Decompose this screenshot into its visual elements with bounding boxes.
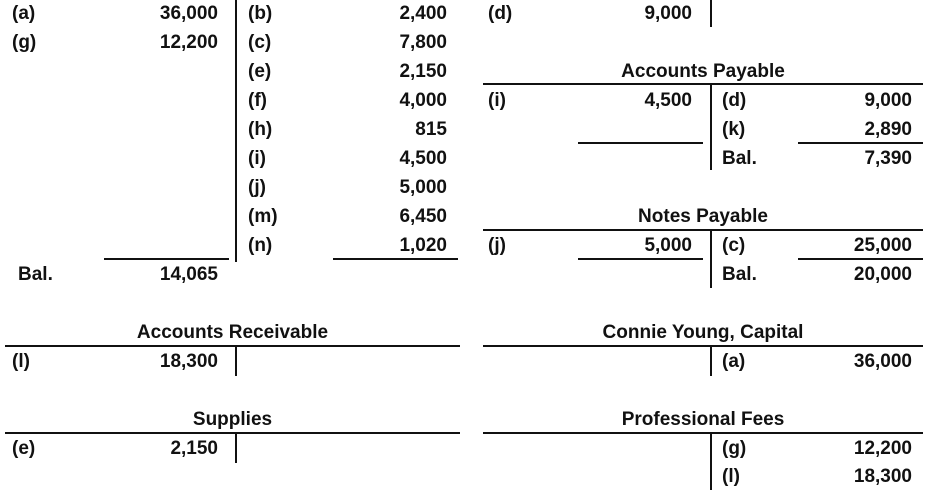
cash-credit-amount: 1,020	[399, 235, 447, 256]
partial-debit-ref: (d)	[488, 3, 513, 24]
cash-debit-ref: (a)	[12, 3, 36, 24]
capital-divider	[710, 347, 712, 376]
cash-credit-ref: (m)	[248, 206, 278, 227]
professional-fees-title: Professional Fees	[621, 409, 785, 430]
accounts-receivable-title: Accounts Receivable	[136, 322, 329, 343]
partial-debit-amount: 9,000	[644, 3, 692, 24]
accounts-payable-divider	[710, 85, 712, 170]
accounts-payable-credit-total-rule	[798, 142, 923, 144]
capital-credit-ref: (a)	[722, 351, 746, 372]
cash-credit-ref: (h)	[248, 119, 273, 140]
accounts-receivable-debit-amount: 18,300	[159, 351, 218, 372]
professional-fees-credit-amount: 18,300	[853, 466, 912, 487]
notes-payable-debit-total-rule	[578, 258, 703, 260]
accounts-payable-balance-label: Bal.	[722, 148, 757, 169]
cash-credit-ref: (c)	[248, 32, 272, 53]
cash-credit-ref: (i)	[248, 148, 266, 169]
supplies-debit-amount: 2,150	[170, 438, 218, 459]
notes-payable-balance-amount: 20,000	[853, 264, 912, 285]
professional-fees-credit-ref: (l)	[722, 466, 740, 487]
accounts-payable-debit-total-rule	[578, 142, 703, 144]
supplies-divider	[235, 434, 237, 463]
cash-debit-ref: (g)	[12, 32, 37, 53]
capital-top-rule	[483, 345, 923, 347]
cash-credit-ref: (j)	[248, 177, 266, 198]
cash-credit-amount: 4,500	[399, 148, 447, 169]
notes-payable-balance-label: Bal.	[722, 264, 757, 285]
professional-fees-divider	[710, 434, 712, 490]
cash-credit-amount: 2,150	[399, 61, 447, 82]
accounts-payable-credit-ref: (k)	[722, 119, 746, 140]
professional-fees-top-rule	[483, 432, 923, 434]
cash-credit-amount: 6,450	[399, 206, 447, 227]
cash-credit-amount: 5,000	[399, 177, 447, 198]
notes-payable-debit-amount: 5,000	[644, 235, 692, 256]
notes-payable-credit-ref: (c)	[722, 235, 746, 256]
accounts-payable-credit-amount: 2,890	[864, 119, 912, 140]
notes-payable-title: Notes Payable	[638, 206, 768, 227]
accounts-receivable-debit-ref: (l)	[12, 351, 30, 372]
cash-credit-ref: (e)	[248, 61, 272, 82]
supplies-title: Supplies	[192, 409, 273, 430]
capital-title: Connie Young, Capital	[602, 322, 804, 343]
cash-credit-amount: 4,000	[399, 90, 447, 111]
notes-payable-debit-ref: (j)	[488, 235, 506, 256]
accounts-payable-title: Accounts Payable	[621, 61, 785, 82]
cash-credit-total-rule	[333, 258, 458, 260]
accounts-payable-credit-amount: 9,000	[864, 90, 912, 111]
partial-divider	[710, 0, 712, 27]
accounts-payable-top-rule	[483, 83, 923, 85]
supplies-top-rule	[5, 432, 460, 434]
cash-divider	[235, 0, 237, 262]
accounts-payable-balance-amount: 7,390	[864, 148, 912, 169]
cash-balance-label: Bal.	[18, 264, 53, 285]
notes-payable-top-rule	[483, 229, 923, 231]
notes-payable-divider	[710, 231, 712, 288]
cash-credit-ref: (b)	[248, 3, 273, 24]
supplies-debit-ref: (e)	[12, 438, 36, 459]
accounts-receivable-divider	[235, 347, 237, 376]
cash-debit-amount: 12,200	[159, 32, 218, 53]
cash-balance-amount: 14,065	[159, 264, 218, 285]
professional-fees-credit-ref: (g)	[722, 438, 747, 459]
cash-credit-amount: 815	[415, 119, 447, 140]
accounts-payable-credit-ref: (d)	[722, 90, 747, 111]
notes-payable-credit-total-rule	[798, 258, 923, 260]
cash-debit-total-rule	[104, 258, 229, 260]
cash-credit-amount: 7,800	[399, 32, 447, 53]
cash-credit-ref: (f)	[248, 90, 267, 111]
accounts-payable-debit-amount: 4,500	[644, 90, 692, 111]
cash-debit-amount: 36,000	[159, 3, 218, 24]
accounts-receivable-top-rule	[5, 345, 460, 347]
professional-fees-credit-amount: 12,200	[853, 438, 912, 459]
cash-credit-amount: 2,400	[399, 3, 447, 24]
notes-payable-credit-amount: 25,000	[853, 235, 912, 256]
capital-credit-amount: 36,000	[853, 351, 912, 372]
cash-credit-ref: (n)	[248, 235, 273, 256]
accounts-payable-debit-ref: (i)	[488, 90, 506, 111]
